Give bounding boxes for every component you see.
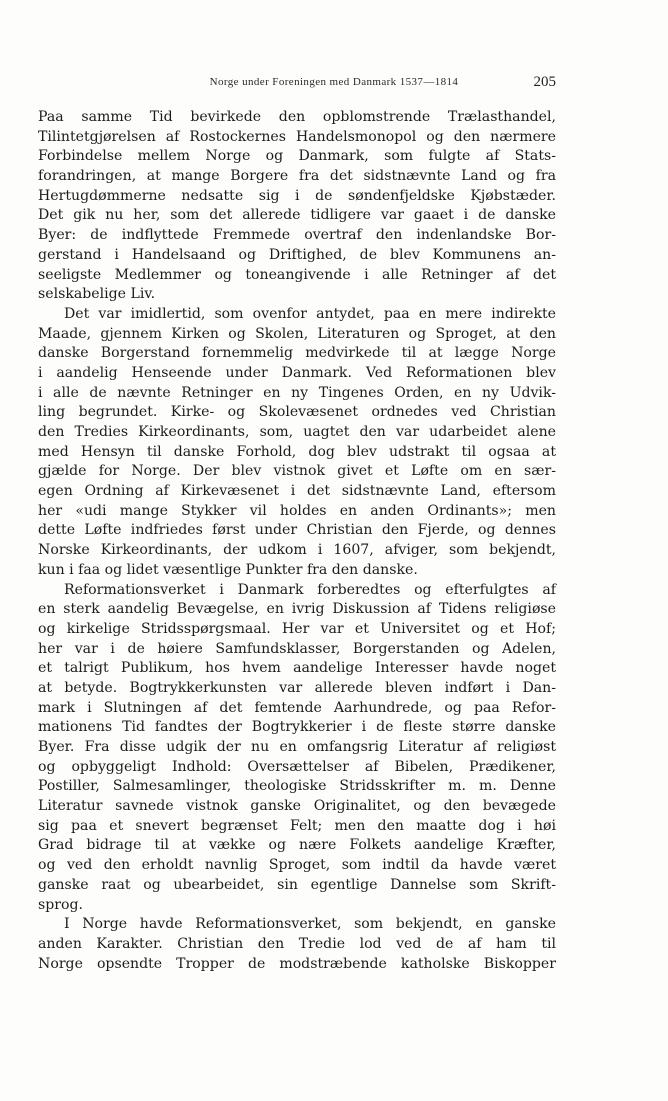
text-line: den Tredies Kirkeordinants, som, uagtet den var udarbeidet alene <box>38 424 556 440</box>
text-line: Det gik nu her, som det allerede tidligere var gaaet i de danske <box>38 207 556 224</box>
text-line: en sterk aandelig Bevægelse, en ivrig Diskussion af Tidens religiøse <box>38 601 556 618</box>
text-line: gjælde for Norge. Der blev vistnok givet et Løfte om en sær- <box>38 463 556 480</box>
text-line: Maade, gjennem Kirken og Skolen, Literaturen og Sproget, at den <box>38 325 556 342</box>
running-head <box>0 76 668 96</box>
text-line: Postiller, Salmesamlinger, theologiske Stridsskrifter m. m. Denne <box>38 778 556 795</box>
text-line: I Norge havde Reformationsverket, som bekjendt, en ganske <box>64 916 556 933</box>
text-line: kun i faa og lidet væsentlige Punkter fra den danske. <box>38 561 418 578</box>
paragraph <box>38 108 556 305</box>
text-line: og opbyggeligt Indhold: Oversættelser af Bibelen, Prædikener, <box>38 758 556 775</box>
text-line: danske Borgerstand fornemmelig medvirkede til at lægge Norge <box>38 345 556 362</box>
text-line: Forbindelse mellem Norge og Danmark, som fulgte af Stats- <box>38 148 556 165</box>
text-line: og ved den erholdt navnlig Sproget, som indtil da havde været <box>38 857 556 874</box>
text-line: mationens Tid fandtes der Bogtrykkerier i de fleste større danske <box>38 719 556 736</box>
text-line: Norge opsendte Tropper de modstræbende katholske Biskopper <box>38 955 556 972</box>
body-text <box>38 108 556 974</box>
text-line: Reformationsverket i Danmark forberedtes og efterfulgtes af <box>64 581 556 598</box>
text-line: Tilintetgjørelsen af Rostockernes Handelsmonopol og den nærmere <box>38 128 556 145</box>
text-line: et talrigt Publikum, hos hvem aandelige Interesser havde noget <box>38 660 556 677</box>
text-line: mark i Slutningen af det femtende Aarhundrede, og paa Refor- <box>38 699 556 716</box>
text-line: Norske Kirkeordinants, der udkom i 1607, afviger, som bekjendt, <box>38 542 556 559</box>
text-line: i aandelig Henseende under Danmark. Ved Reformationen blev <box>38 364 556 381</box>
text-line: her «udi mange Stykker vil holdes en anden Ordinants»; men <box>38 502 556 519</box>
text-line: ganske raat og ubearbeidet, sin egentlige Dannelse som Skrift- <box>38 876 556 893</box>
text-line: ling begrundet. Kirke- og Skolevæsenet ordnedes ved Christian <box>38 404 556 421</box>
text-line: Literatur savnede vistnok ganske Originalitet, og den bevægede <box>38 798 556 815</box>
text-line: Byer. Fra disse udgik der nu en omfangsrig Literatur af religiøst <box>38 739 556 755</box>
text-line: egen Ordning af Kirkevæsenet i det sidstnævnte Land, eftersom <box>38 483 556 500</box>
text-line: at betyde. Bogtrykkerkunsten var allerede bleven indført i Dan- <box>38 679 556 696</box>
text-line: Hertugdømmerne nedsatte sig i de søndenfjeldske Kjøbstæder. <box>38 187 556 204</box>
text-line: her var i de høiere Samfundsklasser, Borgerstanden og Adelen, <box>38 640 556 657</box>
text-line: dette Løfte indfriedes først under Christian den Fjerde, og dennes <box>38 522 556 539</box>
text-line: selskabelige Liv. <box>38 286 156 303</box>
page-number: 205 <box>533 74 556 90</box>
text-line: i alle de nævnte Retninger en ny Tingenes Orden, en ny Udvik- <box>38 384 556 401</box>
text-line: sprog. <box>38 896 83 913</box>
text-line: sig paa et snevert begrænset Felt; men den maatte dog i høi <box>38 817 556 834</box>
text-line: Byer: de indflyttede Fremmede overtraf den indenlandske Bor- <box>38 227 556 244</box>
text-line: forandringen, at mange Borgere fra det sidstnævnte Land og fra <box>38 168 556 185</box>
text-line: seeligste Medlemmer og toneangivende i alle Retninger af det <box>38 266 556 283</box>
paragraph <box>38 581 556 916</box>
text-line: gerstand i Handelsaand og Driftighed, de blev Kommunens an- <box>38 246 556 263</box>
text-line: Det var imidlertid, som ovenfor antydet, paa en mere indirekte <box>64 305 556 322</box>
text-line: anden Karakter. Christian den Tredie lod ved de af ham til <box>38 935 556 952</box>
text-line: Paa samme Tid bevirkede den opblomstrende Trælasthandel, <box>38 109 556 125</box>
paragraph <box>38 915 556 974</box>
text-line: og kirkelige Stridsspørgsmaal. Her var et Universitet og et Hof; <box>38 620 556 637</box>
text-line: med Hensyn til danske Forhold, dog blev udstrakt til ogsaa at <box>38 443 556 460</box>
text-line: Grad bidrage til at vække og nære Folkets aandelige Kræfter, <box>38 837 556 854</box>
running-title: Norge under Foreningen med Danmark 1537—1814 <box>209 76 459 88</box>
paragraph <box>38 305 556 581</box>
